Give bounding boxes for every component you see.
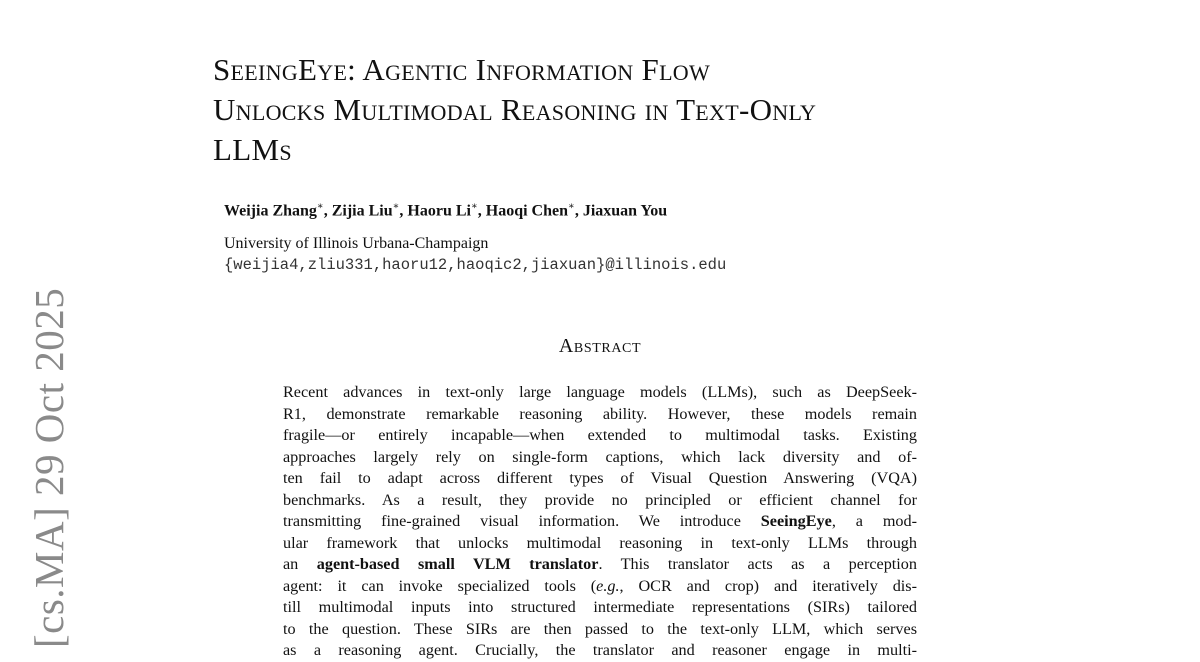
author-name: Jiaxuan You — [582, 202, 668, 220]
abstract-line — [283, 447, 917, 469]
abstract-text — [283, 382, 917, 662]
abstract-fragment: fragile—or entirely incapable—when extended to multimodal tasks. Existing — [283, 426, 917, 444]
author-name: Haoru Li — [407, 202, 471, 220]
abstract-line — [283, 533, 917, 555]
abstract-fragment: benchmarks. As a result, they provide no principled or efficient channel for — [283, 490, 917, 509]
equal-contribution-mark: ∗ — [316, 201, 324, 212]
abstract-fragment: Recent advances in text-only large language models (LLMs), such as DeepSeek- — [283, 383, 917, 401]
title-line-1: SeeingEye: Agentic Information Flow — [213, 52, 711, 87]
paper-title — [213, 50, 1043, 170]
author-emails: {weijia4,zliu331,haoru12,haoqic2,jiaxuan}@illinois.edu — [224, 256, 727, 274]
abstract-fragment: till multimodal inputs into structured intermediate representations (SIRs) tailored — [283, 598, 917, 616]
author-name: Haoqi Chen — [485, 202, 569, 220]
equal-contribution-mark: ∗ — [470, 201, 478, 212]
author-list: Weijia Zhang∗, Zijia Liu∗, Haoru Li∗, Haoqi Chen∗, Jiaxuan You — [224, 201, 668, 220]
abstract-line — [283, 640, 917, 662]
abstract-fragment: ten fail to adapt across different types of Visual Question Answering (VQA) — [283, 469, 917, 487]
abstract-bold-phrase: SeeingEye — [760, 512, 832, 530]
abstract-line — [283, 576, 917, 598]
abstract-line — [283, 425, 917, 447]
title-line-2: Unlocks Multimodal Reasoning in Text-Only — [213, 92, 817, 127]
abstract-heading: Abstract — [558, 335, 642, 357]
equal-contribution-mark: ∗ — [568, 201, 575, 212]
abstract-fragment: agent: it can invoke specialized tools ( — [283, 576, 597, 595]
abstract-fragment: . This translator acts as a perception — [598, 555, 917, 573]
abstract-line — [283, 404, 917, 426]
abstract-fragment: , a mod- — [831, 512, 917, 530]
abstract-fragment: approaches largely rely on single-form captions, which lack diversity and of- — [283, 447, 917, 466]
abstract-fragment: transmitting fine-grained visual information. We introduce — [283, 512, 761, 530]
abstract-fragment: R1, demonstrate remarkable reasoning ability. However, these models remain — [283, 404, 917, 423]
abstract-line — [283, 511, 917, 533]
abstract-line — [283, 468, 917, 490]
title-line-3: LLMs — [213, 132, 292, 167]
abstract-line — [283, 597, 917, 619]
abstract-fragment: to the question. These SIRs are then passed to the text-only LLM, which serves — [283, 619, 917, 638]
author-name: Weijia Zhang — [224, 202, 317, 220]
abstract-line — [283, 619, 917, 641]
abstract-line — [283, 554, 917, 576]
abstract-bold-phrase: agent-based small VLM translator — [316, 555, 599, 573]
abstract-line — [283, 382, 917, 404]
affiliation: University of Illinois Urbana-Champaign — [224, 235, 489, 252]
abstract-fragment: as a reasoning agent. Crucially, the translator and reasoner engage in multi- — [283, 641, 917, 659]
abstract-fragment: an — [283, 555, 317, 573]
abstract-fragment: ular framework that unlocks multimodal reasoning in text-only LLMs through — [283, 533, 917, 552]
equal-contribution-mark: ∗ — [392, 201, 400, 212]
abstract-italic-phrase: e.g. — [596, 576, 620, 595]
author-name: Zijia Liu — [331, 202, 393, 220]
arxiv-side-stamp: [cs.MA] 29 Oct 2025 — [26, 287, 72, 648]
abstract-line — [283, 490, 917, 512]
abstract-fragment: , OCR and crop) and iteratively dis- — [619, 576, 917, 595]
